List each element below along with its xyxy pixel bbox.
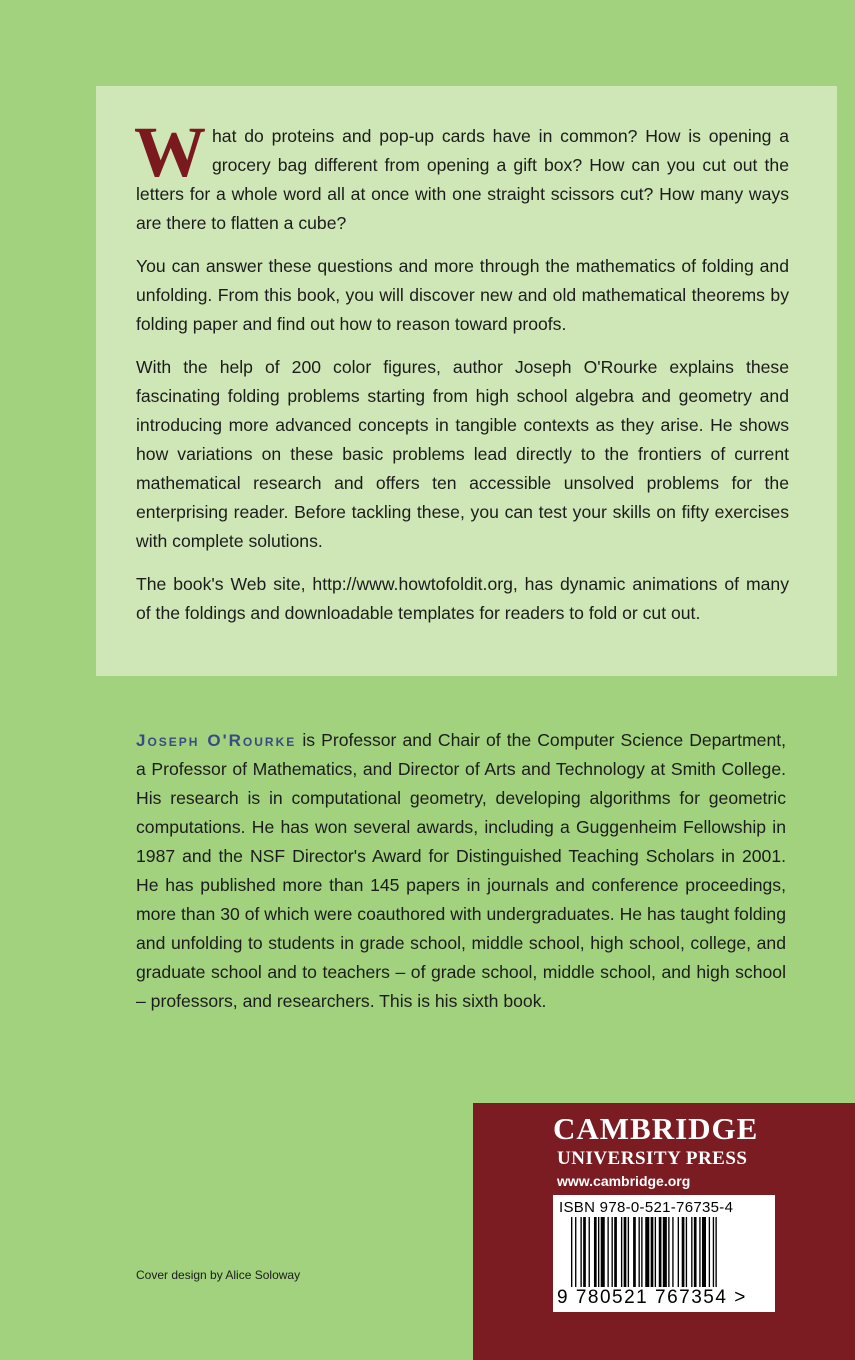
author-bio-text: is Professor and Chair of the Computer Science Department, a Professor of Mathematics, and Director of Arts and Technology at Smith College. His research is in computational geometry, developing algorithms for geometric computations. He has won several awards, including a Guggenheim Fellowship in 1987 and the NSF Director's Award for Distinguished Teaching Scholars in 2001. He has published more than 145 papers in journals and conference proceedings, more than 30 of which were coauthored with undergraduates. He has taught folding and unfolding to students in grade school, middle school, high school, college, and graduate school and to teachers – of grade school, middle school, and high school – professors, and researchers. This is his sixth book.	[136, 730, 787, 1011]
barcode-digits: 9 780521 767354 >	[557, 1287, 747, 1308]
author-bio	[136, 726, 786, 1016]
blurb-paragraph-4: The book's Web site, http://www.howtofoldit.org, has dynamic animations of many of the foldings and downloadable templates for readers to fold or cut out.	[136, 574, 789, 623]
drop-cap: W	[134, 112, 206, 192]
blurb-paragraph-2: You can answer these questions and more through the mathematics of folding and unfolding. From this book, you will discover new and old mathematical theorems by folding paper and find out how to reason toward proofs.	[136, 256, 789, 334]
publisher-name: CAMBRIDGE	[553, 1111, 759, 1146]
blurb-paragraph-3: With the help of 200 color figures, author Joseph O'Rourke explains these fascinating folding problems starting from high school algebra and geometry and introducing more advanced concepts in tangible contexts as they arise. He shows how variations on these basic problems lead directly to the frontiers of current mathematical research and offers ten accessible unsolved problems for the enterprising reader. Before tackling these, you can test your skills on fifty exercises with complete solutions.	[136, 357, 789, 551]
publisher-subname: UNIVERSITY PRESS	[557, 1148, 748, 1169]
isbn-barcode	[553, 1195, 775, 1312]
author-name: Joseph O'Rourke	[136, 731, 297, 750]
publisher-box	[473, 1103, 855, 1360]
blurb-paragraph-1	[134, 112, 789, 238]
publisher-url: www.cambridge.org	[557, 1173, 691, 1189]
isbn-number: ISBN 978-0-521-76735-4	[559, 1199, 734, 1216]
blurb-panel	[96, 86, 837, 676]
cover-design-credit: Cover design by Alice Soloway	[136, 1268, 301, 1282]
barcode-icon	[557, 1217, 771, 1291]
blurb-paragraph-1-text: hat do proteins and pop-up cards have in common? How is opening a grocery bag different from opening a gift box? How can you cut out the letters for a whole word all at once with one straight scissors cut? How many ways are there to flatten a cube?	[136, 126, 789, 233]
